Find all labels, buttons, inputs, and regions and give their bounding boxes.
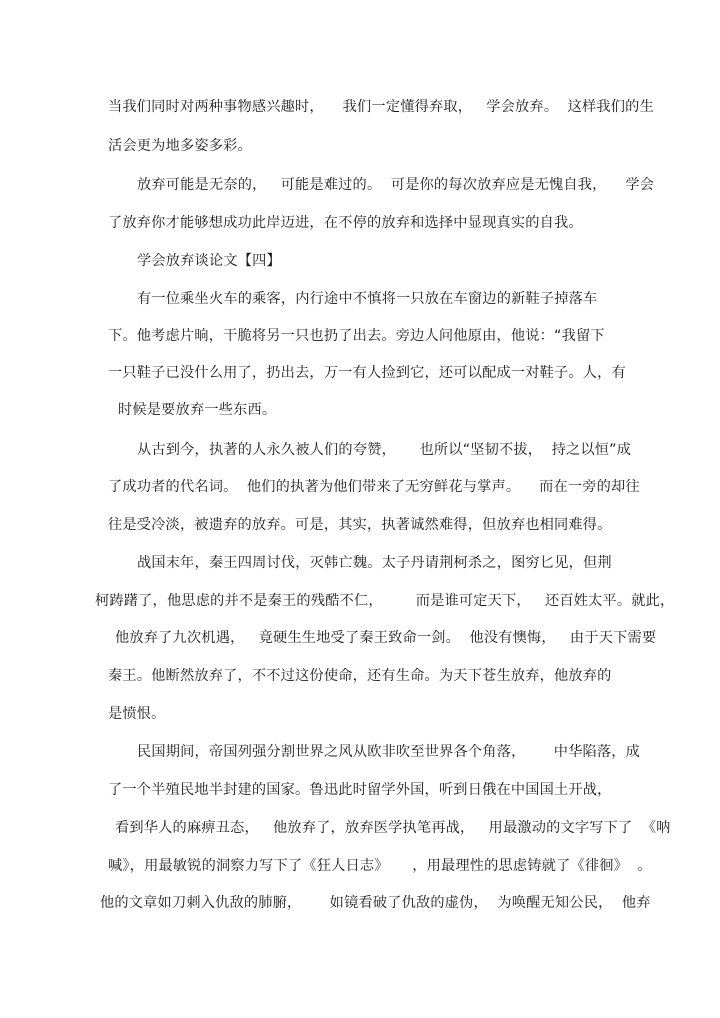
text-line: 他放弃了九次机遇， 竟硬生生地受了秦王致命一剑。 他没有懊悔， 由于天下需要 <box>115 630 657 646</box>
text-line: 了放弃你才能够想成功此岸迈进，在不停的放弃和选择中显现真实的自我。 <box>108 215 583 231</box>
text-line: 活会更为地多姿多彩。 <box>108 138 252 154</box>
text-line: 时候是要放弃一些东西。 <box>118 402 277 418</box>
text-line: 他的文章如刀刺入仇敌的肺腑， 如镜看破了仇敌的虚伪， 为唤醒无知公民， 他弃 <box>100 895 651 911</box>
text-line: 柯踌躇了，他思虑的并不是秦王的残酷不仁， 而是谁可定天下， 还百姓太平。就此， <box>95 593 675 609</box>
text-line: 下。他考虑片晌，干脆将另一只也扔了出去。旁边人问他原由，他说：“我留下 <box>108 328 605 344</box>
text-line: 当我们同时对两种事物感兴趣时， 我们一定懂得弃取， 学会放弃。 这样我们的生 <box>108 99 654 115</box>
text-line: 一只鞋子已没什么用了，扔出去，万一有人捡到它，还可以配成一对鞋子。人，有 <box>108 365 626 381</box>
text-line: 民国期间，帝国列强分割世界之风从欧非吹至世界各个角落， 中华陷落，成 <box>137 744 641 760</box>
text-line: 是愤恨。 <box>108 706 166 722</box>
text-line: 看到华人的麻痹丑态， 他放弃了，放弃医学执笔再战， 用最激动的文字写下了 《呐 <box>115 820 671 836</box>
text-line: 从古到今，执著的人永久被人们的夸赞， 也所以“坚韧不拔， 持之以恒”成 <box>137 442 632 458</box>
text-line: 了成功者的代名词。 他们的执著为他们带来了无穷鲜花与掌声。 而在一旁的却往 <box>108 479 640 495</box>
section-heading: 学会放弃谈论文【四】 <box>137 253 281 269</box>
text-line: 放弃可能是无奈的， 可能是难过的。 可是你的每次放弃应是无愧自我， 学会 <box>137 177 655 193</box>
text-line: 秦王。他断然放弃了，不不过这份使命，还有生命。为天下苍生放弃，他放弃的 <box>108 668 612 684</box>
text-line: 有一位乘坐火车的乘客，内行途中不慎将一只放在车窗边的新鞋子掉落车 <box>137 291 598 307</box>
text-line: 战国末年，秦王四周讨伐，灭韩亡魏。太子丹请荆柯杀之，图穷匕见，但荆 <box>137 555 612 571</box>
text-line: 往是受冷淡，被遗弃的放弃。可是，其实，执著诚然难得，但放弃也相同难得。 <box>108 517 612 533</box>
text-line: 了一个半殖民地半封建的国家。鲁迅此时留学外国，听到日俄在中国国土开战， <box>108 782 612 798</box>
text-line: 喊》，用最敏锐的洞察力写下了《狂人日志》 ，用最理性的思虑铸就了《徘徊》 。 <box>108 858 652 874</box>
